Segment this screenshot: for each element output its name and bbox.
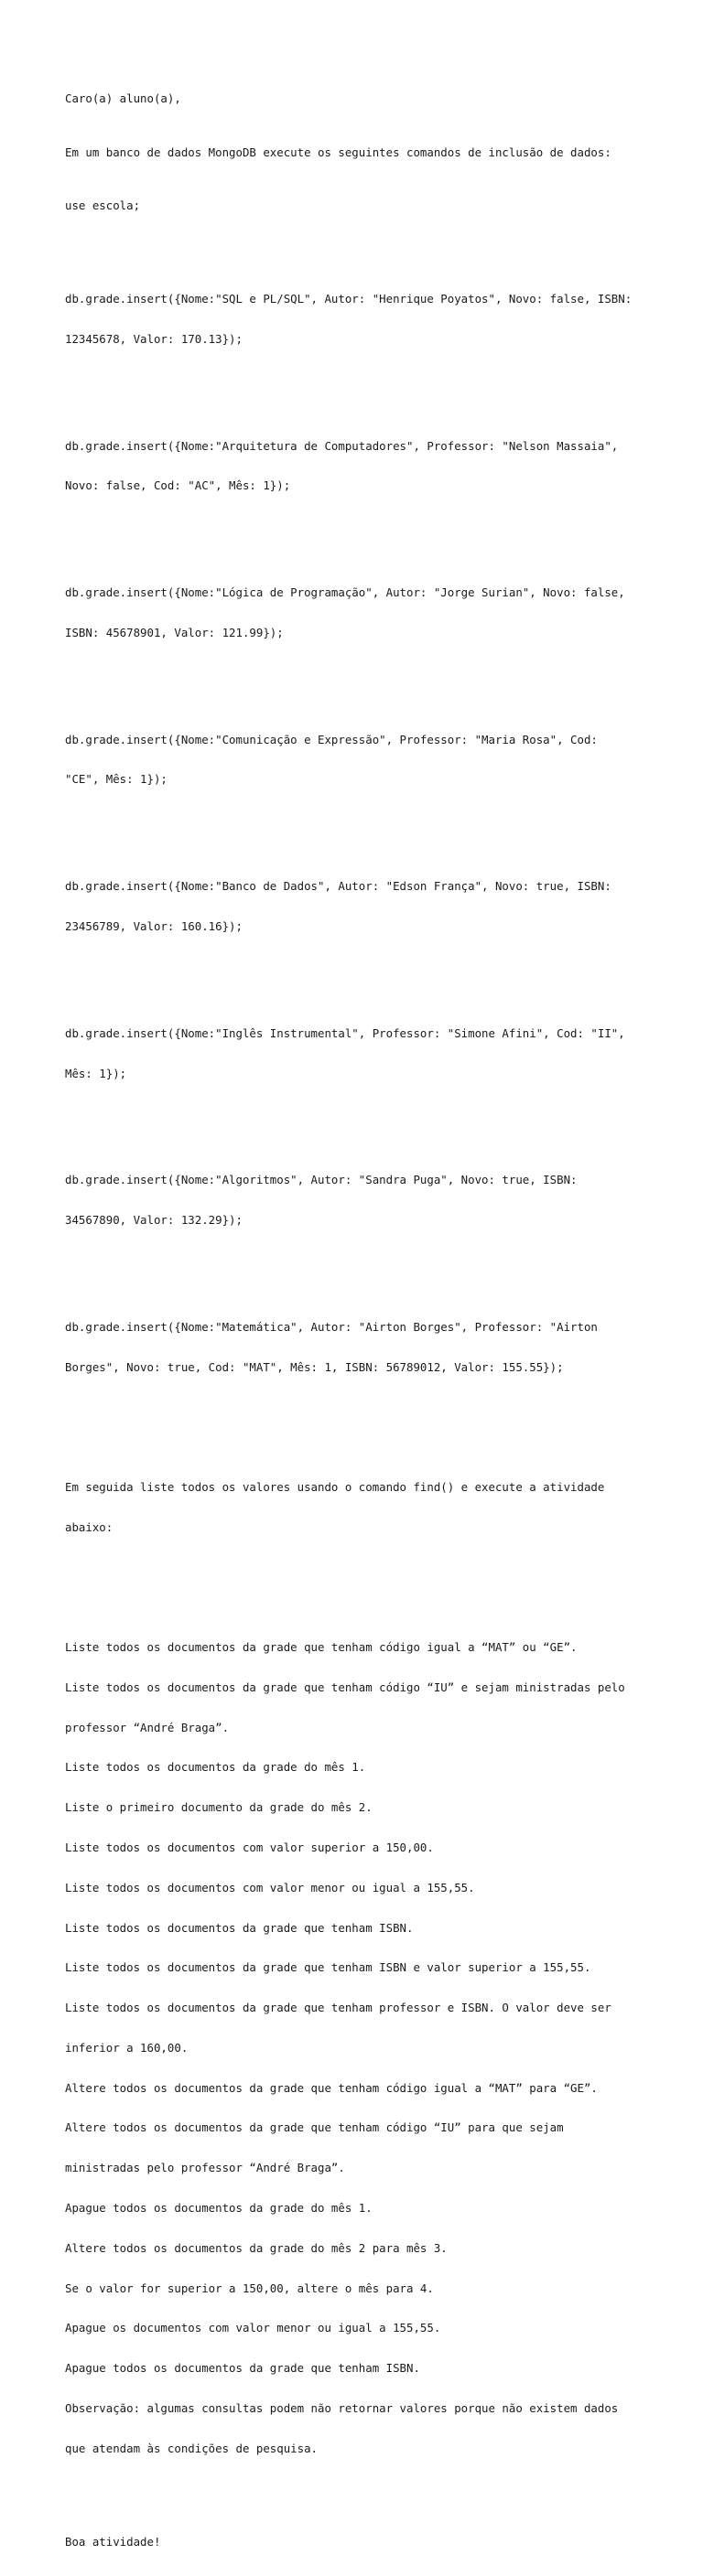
insert-command-1 [65, 266, 651, 373]
task-item: Liste todos os documentos da grade que tenham ISBN e valor superior a 155,55. [65, 1960, 591, 1975]
task-item: Liste todos os documentos da grade do mês 1. [65, 1760, 366, 1775]
task-item: Liste todos os documentos com valor menor ou igual a 155,55. [65, 1880, 475, 1894]
command-line: db.grade.insert({Nome:"SQL e PL/SQL", Autor: "Henrique Poyatos", Novo: false, ISBN: [65, 292, 633, 306]
task-item: Altere todos os documentos da grade do mês 2 para mês 3. [65, 2240, 448, 2255]
insert-command-4 [65, 707, 651, 814]
command-line: Novo: false, Cod: "AC", Mês: 1}); [65, 478, 291, 493]
command-line: db.grade.insert({Nome:"Matemática", Autor: "Airton Borges", Professor: "Airton [65, 1319, 598, 1334]
task-item: que atendam às condições de pesquisa. [65, 2441, 319, 2455]
task-item: Altere todos os documentos da grade que tenham código “IU” para que sejam [65, 2120, 564, 2135]
insert-command-8 [65, 1294, 651, 1401]
command-line: 34567890, Valor: 132.29}); [65, 1213, 243, 1228]
command-line: db.grade.insert({Nome:"Lógica de Programação", Autor: "Jorge Surian", Novo: false, [65, 585, 625, 600]
task-item: Liste todos os documentos da grade que tenham código igual a “MAT” ou “GE”. [65, 1640, 578, 1655]
task-item: Altere todos os documentos da grade que tenham código igual a “MAT” para “GE”. [65, 2080, 598, 2095]
command-line: 23456789, Valor: 160.16}); [65, 919, 243, 933]
command-line: db.grade.insert({Nome:"Comunicação e Expressão", Professor: "Maria Rosa", Cod: [65, 732, 598, 746]
use-command: use escola; [65, 198, 141, 212]
find-intro-paragraph [65, 1454, 651, 1562]
insert-command-2 [65, 413, 651, 520]
task-list [65, 1615, 651, 2483]
task-item: Liste todos os documentos da grade que tenham professor e ISBN. O valor deve ser [65, 2001, 611, 2015]
intro-paragraph: Em um banco de dados MongoDB execute os seguintes comandos de inclusão de dados: [65, 145, 611, 159]
task-item: professor “André Braga”. [65, 1720, 230, 1734]
closing-line: Boa atividade! [65, 2534, 161, 2549]
insert-command-7 [65, 1147, 651, 1254]
insert-command-3 [65, 560, 651, 667]
command-line: Borges", Novo: true, Cod: "MAT", Mês: 1, ISBN: 56789012, Valor: 155.55}); [65, 1359, 564, 1374]
command-line: db.grade.insert({Nome:"Algoritmos", Autor: "Sandra Puga", Novo: true, ISBN: [65, 1173, 578, 1187]
task-item: ministradas pelo professor “André Braga”. [65, 2161, 345, 2175]
task-item: Liste o primeiro documento da grade do mês 2. [65, 1800, 373, 1815]
command-line: db.grade.insert({Nome:"Banco de Dados", Autor: "Edson França", Novo: true, ISBN: [65, 879, 611, 894]
text-line: Em seguida liste todos os valores usando o comando find() e execute a atividade [65, 1479, 605, 1494]
task-item: Se o valor for superior a 150,00, altere o mês para 4. [65, 2281, 434, 2295]
command-line: "CE", Mês: 1}); [65, 772, 168, 787]
task-item: inferior a 160,00. [65, 2040, 189, 2055]
command-line: db.grade.insert({Nome:"Arquitetura de Computadores", Professor: "Nelson Massaia", [65, 438, 619, 453]
task-item: Apague todos os documentos da grade do mês 1. [65, 2201, 373, 2215]
document-page [65, 66, 651, 2576]
insert-command-5 [65, 853, 651, 961]
text-line: abaixo: [65, 1519, 114, 1534]
task-item: Liste todos os documentos com valor superior a 150,00. [65, 1840, 434, 1854]
task-item: Liste todos os documentos da grade que tenham ISBN. [65, 1920, 414, 1935]
insert-command-6 [65, 1001, 651, 1108]
task-item: Liste todos os documentos da grade que tenham código “IU” e sejam ministradas pelo [65, 1680, 625, 1694]
command-line: ISBN: 45678901, Valor: 121.99}); [65, 625, 284, 639]
greeting: Caro(a) aluno(a), [65, 91, 181, 106]
task-item: Observação: algumas consultas podem não retornar valores porque não existem dados [65, 2400, 619, 2415]
command-line: db.grade.insert({Nome:"Inglês Instrumental", Professor: "Simone Afini", Cod: "II", [65, 1025, 625, 1040]
command-line: 12345678, Valor: 170.13}); [65, 331, 243, 346]
command-line: Mês: 1}); [65, 1066, 127, 1080]
task-item: Apague todos os documentos da grade que tenham ISBN. [65, 2361, 420, 2376]
task-item: Apague os documentos com valor menor ou igual a 155,55. [65, 2321, 441, 2335]
